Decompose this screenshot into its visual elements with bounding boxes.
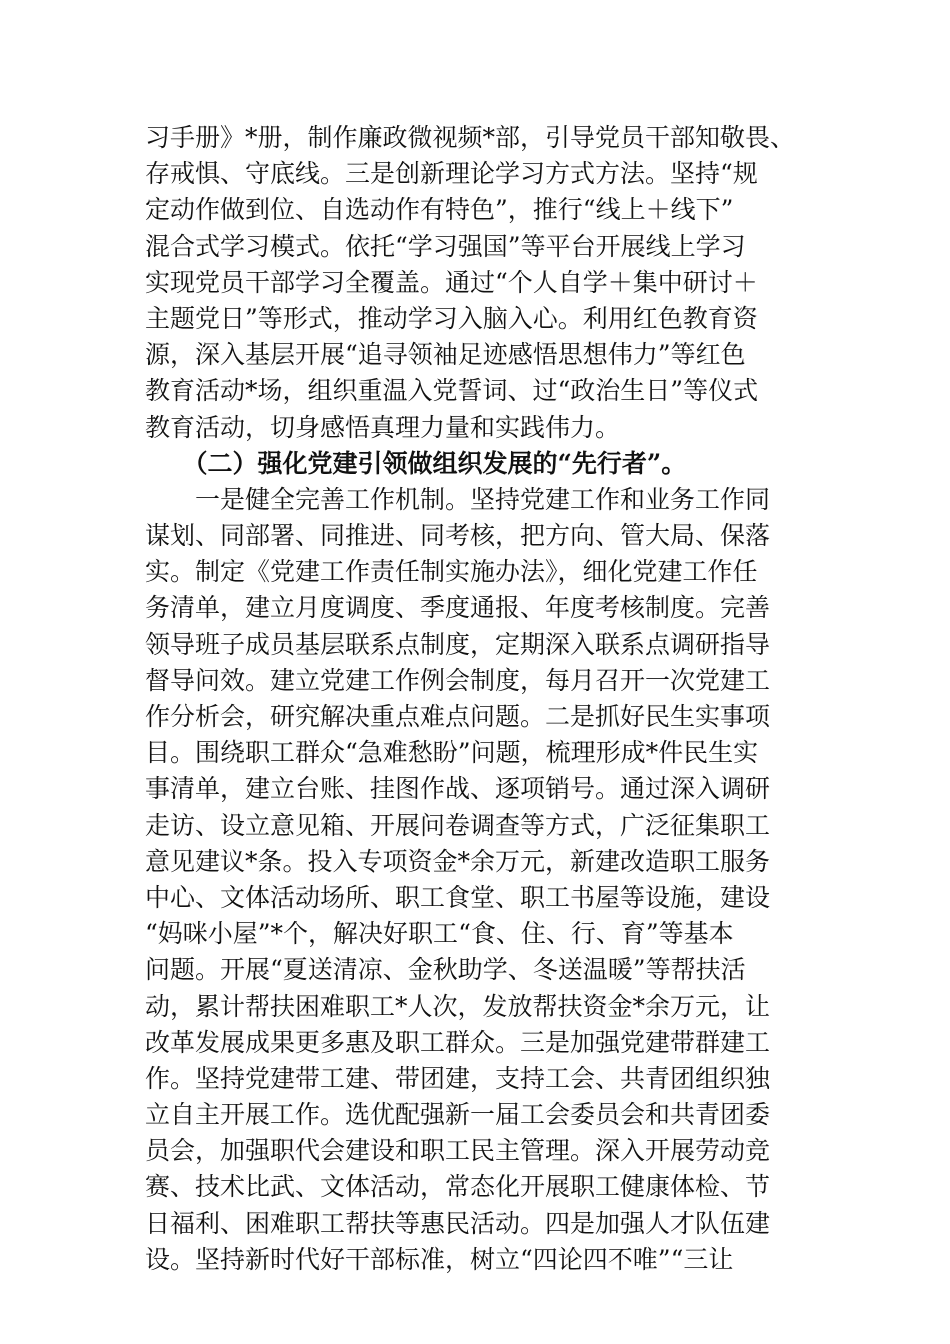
text-line: 意见建议*条。投入专项资金*余万元，新建改造职工服务 [145, 846, 771, 876]
text-line: 教育活动，切身感悟真理力量和实践伟力。 [145, 412, 621, 442]
text-line: 一是健全完善工作机制。坚持党建工作和业务工作同 [145, 484, 771, 514]
section-heading: （二）强化党建引领做组织发展的“先行者”。 [145, 448, 687, 478]
text-line: 设。坚持新时代好干部标准，树立“四论四不唯”“三让 [145, 1244, 734, 1274]
text-line: 教育活动*场，组织重温入党誓词、过“政治生日”等仪式 [145, 376, 759, 406]
body-text [145, 120, 810, 1278]
text-line: 督导问效。建立党建工作例会制度，每月召开一次党建工 [145, 665, 771, 695]
text-line: 实现党员干部学习全覆盖。通过“个人自学＋集中研讨＋ [145, 267, 758, 297]
text-line: 走访、设立意见箱、开展问卷调查等方式，广泛征集职工 [145, 810, 771, 840]
text-line: 混合式学习模式。依托“学习强国”等平台开展线上学习 [145, 231, 746, 261]
text-line: 定动作做到位、自选动作有特色”，推行“线上＋线下” [145, 195, 734, 225]
text-line: 改革发展成果更多惠及职工群众。三是加强党建带群建工 [145, 1027, 771, 1057]
text-line: 日福利、困难职工帮扶等惠民活动。四是加强人才队伍建 [145, 1208, 771, 1238]
text-line: 动，累计帮扶困难职工*人次，发放帮扶资金*余万元，让 [145, 991, 771, 1021]
text-line: 领导班子成员基层联系点制度，定期深入联系点调研指导 [145, 629, 771, 659]
text-line: 目。围绕职工群众“急难愁盼”问题，梳理形成*件民生实 [145, 738, 759, 768]
text-line: 问题。开展“夏送清凉、金秋助学、冬送温暖”等帮扶活 [145, 955, 746, 985]
text-line: 立自主开展工作。选优配强新一届工会委员会和共青团委 [145, 1100, 771, 1130]
text-line: 务清单，建立月度调度、季度通报、年度考核制度。完善 [145, 593, 771, 623]
text-line: 谋划、同部署、同推进、同考核，把方向、管大局、保落 [145, 521, 771, 551]
text-line: 作分析会，研究解决重点难点问题。二是抓好民生实事项 [145, 702, 771, 731]
text-line: 源，深入基层开展“追寻领袖足迹感悟思想伟力”等红色 [145, 340, 746, 370]
text-line: 中心、文体活动场所、职工食堂、职工书屋等设施，建设 [145, 882, 771, 912]
text-line: 员会，加强职代会建设和职工民主管理。深入开展劳动竞 [145, 1136, 771, 1166]
text-line: 赛、技术比武、文体活动，常态化开展职工健康体检、节 [145, 1172, 771, 1202]
text-line: 事清单，建立台账、挂图作战、逐项销号。通过深入调研 [145, 774, 771, 804]
text-line: 主题党日”等形式，推动学习入脑入心。利用红色教育资 [145, 303, 758, 333]
text-line: 作。坚持党建带工建、带团建，支持工会、共青团组织独 [145, 1063, 771, 1093]
text-line: 习手册》*册，制作廉政微视频*部，引导党员干部知敬畏、 [145, 123, 796, 152]
text-line: 存戒惧、守底线。三是创新理论学习方式方法。坚持“规 [145, 159, 758, 189]
text-line: 实。制定《党建工作责任制实施办法》，细化党建工作任 [145, 557, 758, 587]
text-line: “妈咪小屋”*个，解决好职工“食、住、行、育”等基本 [145, 919, 734, 949]
